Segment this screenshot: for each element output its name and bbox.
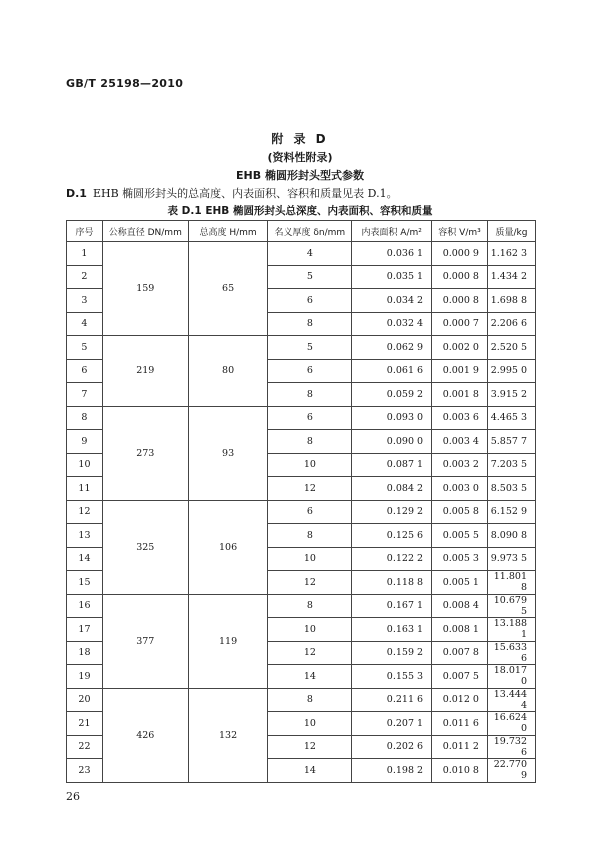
- cell-volume: 0.012 0: [432, 688, 488, 712]
- cell-area: 0.036 1: [352, 242, 432, 266]
- cell-area: 0.093 0: [352, 406, 432, 430]
- cell-thickness: 6: [268, 500, 352, 524]
- cell-thickness: 14: [268, 665, 352, 689]
- cell-area: 0.129 2: [352, 500, 432, 524]
- cell-volume: 0.002 0: [432, 336, 488, 360]
- cell-no: 23: [67, 759, 103, 783]
- cell-volume: 0.010 8: [432, 759, 488, 783]
- cell-no: 6: [67, 359, 103, 383]
- cell-area: 0.084 2: [352, 477, 432, 501]
- cell-volume: 0.003 6: [432, 406, 488, 430]
- cell-area: 0.122 2: [352, 547, 432, 571]
- cell-height: 93: [188, 406, 268, 500]
- cell-thickness: 5: [268, 265, 352, 289]
- cell-no: 7: [67, 383, 103, 407]
- cell-volume: 0.000 8: [432, 289, 488, 313]
- cell-no: 12: [67, 500, 103, 524]
- cell-height: 65: [188, 242, 268, 336]
- cell-no: 5: [67, 336, 103, 360]
- col-header-dn: 公称直径 DN/mm: [102, 221, 188, 242]
- cell-area: 0.061 6: [352, 359, 432, 383]
- cell-area: 0.034 2: [352, 289, 432, 313]
- col-header-height: 总高度 H/mm: [188, 221, 268, 242]
- cell-thickness: 10: [268, 618, 352, 642]
- table-row: [67, 242, 536, 266]
- cell-no: 19: [67, 665, 103, 689]
- cell-thickness: 6: [268, 406, 352, 430]
- cell-thickness: 8: [268, 688, 352, 712]
- cell-no: 14: [67, 547, 103, 571]
- cell-thickness: 8: [268, 524, 352, 548]
- cell-no: 18: [67, 641, 103, 665]
- cell-thickness: 4: [268, 242, 352, 266]
- cell-area: 0.059 2: [352, 383, 432, 407]
- cell-volume: 0.000 7: [432, 312, 488, 336]
- appendix-title: 附 录 D: [271, 132, 329, 146]
- cell-thickness: 10: [268, 547, 352, 571]
- cell-thickness: 6: [268, 289, 352, 313]
- table-row: [67, 688, 536, 712]
- cell-no: 13: [67, 524, 103, 548]
- cell-no: 1: [67, 242, 103, 266]
- cell-area: 0.207 1: [352, 712, 432, 736]
- cell-area: 0.032 4: [352, 312, 432, 336]
- cell-volume: 0.001 8: [432, 383, 488, 407]
- cell-volume: 0.007 8: [432, 641, 488, 665]
- cell-area: 0.090 0: [352, 430, 432, 454]
- cell-height: 80: [188, 336, 268, 407]
- col-header-mass: 质量/kg: [487, 221, 535, 242]
- cell-thickness: 8: [268, 312, 352, 336]
- appendix-subtitle: (资料性附录): [267, 151, 333, 164]
- clause-text: EHB 椭圆形封头的总高度、内表面积、容积和质量见表 D.1。: [92, 187, 398, 200]
- cell-thickness: 6: [268, 359, 352, 383]
- cell-dn: 325: [102, 500, 188, 594]
- page-number: 26: [66, 790, 80, 803]
- col-header-area: 内表面积 A/m²: [352, 221, 432, 242]
- cell-no: 8: [67, 406, 103, 430]
- cell-volume: 0.011 2: [432, 735, 488, 759]
- cell-mass: 2.995 0: [487, 359, 535, 383]
- cell-volume: 0.008 4: [432, 594, 488, 618]
- cell-thickness: 8: [268, 430, 352, 454]
- cell-dn: 377: [102, 594, 188, 688]
- col-header-no: 序号: [67, 221, 103, 242]
- cell-area: 0.163 1: [352, 618, 432, 642]
- cell-volume: 0.005 8: [432, 500, 488, 524]
- clause-number: D.1: [66, 187, 87, 200]
- appendix-heading: EHB 椭圆形封头型式参数: [236, 169, 364, 182]
- cell-area: 0.062 9: [352, 336, 432, 360]
- table-row: [67, 594, 536, 618]
- table-header-row: [67, 221, 536, 242]
- table-row: [67, 500, 536, 524]
- cell-height: 119: [188, 594, 268, 688]
- cell-no: 20: [67, 688, 103, 712]
- cell-mass: 22.770 9: [487, 759, 535, 783]
- cell-mass: 6.152 9: [487, 500, 535, 524]
- cell-no: 21: [67, 712, 103, 736]
- cell-mass: 11.801 8: [487, 571, 535, 595]
- cell-mass: 7.203 5: [487, 453, 535, 477]
- cell-no: 15: [67, 571, 103, 595]
- cell-no: 9: [67, 430, 103, 454]
- col-header-volume: 容积 V/m³: [432, 221, 488, 242]
- cell-no: 2: [67, 265, 103, 289]
- cell-thickness: 12: [268, 477, 352, 501]
- cell-mass: 13.444 4: [487, 688, 535, 712]
- cell-volume: 0.003 2: [432, 453, 488, 477]
- cell-volume: 0.005 3: [432, 547, 488, 571]
- cell-volume: 0.003 0: [432, 477, 488, 501]
- cell-thickness: 10: [268, 712, 352, 736]
- cell-mass: 1.162 3: [487, 242, 535, 266]
- cell-area: 0.202 6: [352, 735, 432, 759]
- cell-area: 0.211 6: [352, 688, 432, 712]
- cell-mass: 2.520 5: [487, 336, 535, 360]
- cell-mass: 9.973 5: [487, 547, 535, 571]
- cell-mass: 4.465 3: [487, 406, 535, 430]
- cell-volume: 0.008 1: [432, 618, 488, 642]
- cell-mass: 15.633 6: [487, 641, 535, 665]
- cell-mass: 8.090 8: [487, 524, 535, 548]
- cell-mass: 18.017 0: [487, 665, 535, 689]
- cell-volume: 0.003 4: [432, 430, 488, 454]
- cell-mass: 3.915 2: [487, 383, 535, 407]
- cell-dn: 159: [102, 242, 188, 336]
- cell-no: 17: [67, 618, 103, 642]
- cell-area: 0.198 2: [352, 759, 432, 783]
- cell-area: 0.125 6: [352, 524, 432, 548]
- ehb-parameter-table: [66, 220, 536, 783]
- cell-no: 10: [67, 453, 103, 477]
- cell-no: 3: [67, 289, 103, 313]
- cell-area: 0.035 1: [352, 265, 432, 289]
- cell-volume: 0.000 9: [432, 242, 488, 266]
- cell-dn: 273: [102, 406, 188, 500]
- cell-thickness: 14: [268, 759, 352, 783]
- cell-dn: 426: [102, 688, 188, 782]
- cell-dn: 219: [102, 336, 188, 407]
- standard-code: GB/T 25198—2010: [66, 77, 184, 90]
- cell-thickness: 8: [268, 383, 352, 407]
- cell-thickness: 12: [268, 735, 352, 759]
- cell-thickness: 12: [268, 641, 352, 665]
- cell-volume: 0.005 1: [432, 571, 488, 595]
- cell-no: 16: [67, 594, 103, 618]
- cell-volume: 0.011 6: [432, 712, 488, 736]
- cell-mass: 19.732 6: [487, 735, 535, 759]
- cell-thickness: 5: [268, 336, 352, 360]
- cell-height: 132: [188, 688, 268, 782]
- cell-volume: 0.001 9: [432, 359, 488, 383]
- cell-mass: 10.679 5: [487, 594, 535, 618]
- cell-height: 106: [188, 500, 268, 594]
- cell-no: 22: [67, 735, 103, 759]
- cell-area: 0.087 1: [352, 453, 432, 477]
- clause-d1: [66, 185, 398, 201]
- cell-volume: 0.000 8: [432, 265, 488, 289]
- table-row: [67, 336, 536, 360]
- cell-area: 0.167 1: [352, 594, 432, 618]
- cell-area: 0.159 2: [352, 641, 432, 665]
- cell-mass: 5.857 7: [487, 430, 535, 454]
- cell-thickness: 12: [268, 571, 352, 595]
- cell-volume: 0.005 5: [432, 524, 488, 548]
- cell-no: 4: [67, 312, 103, 336]
- table-row: [67, 406, 536, 430]
- cell-mass: 16.624 0: [487, 712, 535, 736]
- cell-mass: 8.503 5: [487, 477, 535, 501]
- cell-area: 0.118 8: [352, 571, 432, 595]
- cell-volume: 0.007 5: [432, 665, 488, 689]
- cell-mass: 13.188 1: [487, 618, 535, 642]
- cell-mass: 2.206 6: [487, 312, 535, 336]
- cell-thickness: 8: [268, 594, 352, 618]
- cell-area: 0.155 3: [352, 665, 432, 689]
- cell-thickness: 10: [268, 453, 352, 477]
- cell-mass: 1.434 2: [487, 265, 535, 289]
- cell-mass: 1.698 8: [487, 289, 535, 313]
- cell-no: 11: [67, 477, 103, 501]
- col-header-thickness: 名义厚度 δn/mm: [268, 221, 352, 242]
- table-caption: 表 D.1 EHB 椭圆形封头总深度、内表面积、容积和质量: [167, 205, 433, 217]
